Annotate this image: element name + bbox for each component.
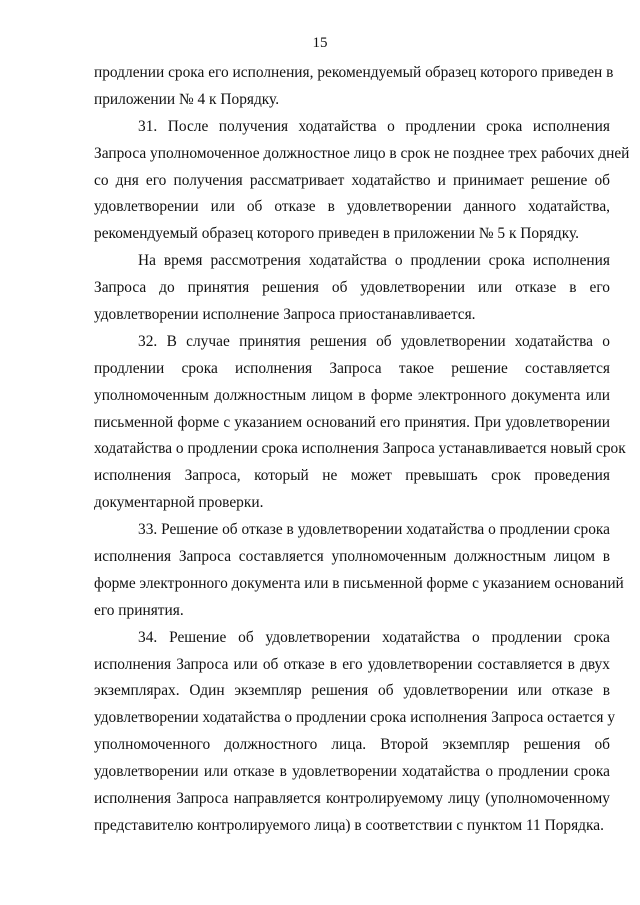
text-line: удовлетворении или об отказе в удовлетворении данного ходатайства, bbox=[94, 198, 610, 216]
text-line: исполнения Запроса направляется контролируемому лицу (уполномоченному bbox=[94, 790, 610, 808]
text-line: исполнения Запроса, который не может превышать срок проведения bbox=[94, 467, 610, 485]
text-line: удовлетворении или отказе в удовлетворении ходатайства о продлении срока bbox=[94, 763, 610, 781]
text-line: документарной проверки. bbox=[94, 494, 264, 512]
text-line: представителю контролируемого лица) в соответствии с пунктом 11 Порядка. bbox=[94, 816, 604, 834]
text-line: Запроса до принятия решения об удовлетворении или отказе в его bbox=[94, 279, 610, 297]
text-line: На время рассмотрения ходатайства о продлении срока исполнения bbox=[138, 252, 610, 270]
text-line: приложении № 4 к Порядку. bbox=[94, 90, 280, 108]
text-line: продлении срока его исполнения, рекомендуемый образец которого приведен в bbox=[94, 64, 614, 81]
text-line: исполнения Запроса составляется уполномоченным должностным лицом в bbox=[94, 548, 610, 566]
page-number: 15 bbox=[312, 35, 328, 51]
text-line: ходатайства о продлении срока исполнения Запроса устанавливается новый срок bbox=[94, 440, 626, 458]
text-line: 32. В случае принятия решения об удовлетворении ходатайства о bbox=[138, 332, 610, 350]
text-line: исполнения Запроса или об отказе в его удовлетворении составляется в двух bbox=[94, 655, 610, 673]
body-text bbox=[94, 60, 630, 840]
text-line: 34. Решение об удовлетворении ходатайства о продлении срока bbox=[138, 628, 610, 646]
text-line: удовлетворении ходатайства о продлении срока исполнения Запроса остается у bbox=[94, 709, 616, 727]
text-line: 31. После получения ходатайства о продлении срока исполнения bbox=[138, 117, 610, 135]
text-line: уполномоченного должностного лица. Второй экземпляр решения об bbox=[94, 736, 610, 754]
text-line: уполномоченным должностным лицом в форме электронного документа или bbox=[94, 386, 610, 404]
text-line: 33. Решение об отказе в удовлетворении ходатайства о продлении срока bbox=[138, 521, 610, 539]
text-line: продлении срока исполнения Запроса такое решение составляется bbox=[94, 359, 610, 377]
text-line: со дня его получения рассматривает ходатайство и принимает решение об bbox=[94, 171, 610, 189]
text-line: удовлетворении исполнение Запроса приостанавливается. bbox=[94, 306, 476, 324]
text-line: экземплярах. Один экземпляр решения об удовлетворении или отказе в bbox=[94, 682, 610, 700]
text-line: Запроса уполномоченное должностное лицо в срок не позднее трех рабочих дней bbox=[94, 144, 630, 162]
text-line: его принятия. bbox=[94, 601, 184, 619]
text-line: письменной форме с указанием оснований его принятия. При удовлетворении bbox=[94, 413, 610, 431]
text-line: рекомендуемый образец которого приведен в приложении № 5 к Порядку. bbox=[94, 225, 579, 243]
text-line: форме электронного документа или в письменной форме с указанием оснований bbox=[94, 574, 624, 592]
